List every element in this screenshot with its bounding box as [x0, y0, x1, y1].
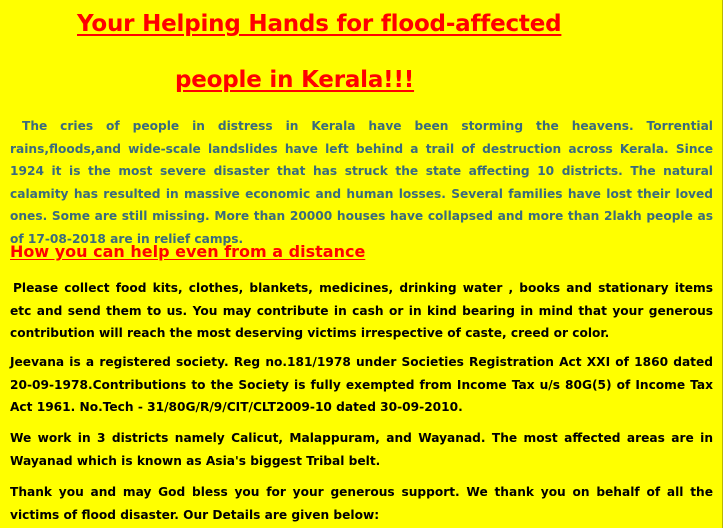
thanks-paragraph: Thank you and may God bless you for your generous support. We thank you on behalf of all the victims of flood disaster. Our Details are given below:	[10, 485, 713, 522]
collect-paragraph: Please collect food kits, clothes, blankets, medicines, drinking water , books and stationary items etc and send them to us. You may contribute in cash or in kind bearing in mind that your generous contribution will reach the most deserving victims irrespective of caste, creed or color.	[10, 281, 713, 341]
intro-paragraph: The cries of people in distress in Kerala have been storming the heavens. Torrential rains,floods,and wide-scale landslides have left behind a trail of destruction across Kerala. Since 1924 it is the most severe disaster that has struck the state affecting 10 districts. The natural calamity has resulted in massive economic and human losses. Several families have lost their loved ones. Some are still missing. More than 20000 houses have collapsed and more than 2lakh people as of 17-08-2018 are in relief camps.	[10, 119, 713, 246]
registration-paragraph: Jeevana is a registered society. Reg no.181/1978 under Societies Registration Act XXI of 1860 dated 20-09-1978.Contributions to the Society is fully exempted from Income Tax u/s 80G(5) of Income Tax Act 1961. No.Tech - 31/80G/R/9/CIT/CLT2009-10 dated 30-09-2010.	[10, 355, 713, 415]
page-title-line-1: Your Helping Hands for flood-affected	[77, 11, 562, 37]
districts-paragraph: We work in 3 districts namely Calicut, Malappuram, and Wayanad. The most affected areas are in Wayanad which is known as Asia's biggest Tribal belt.	[10, 431, 713, 468]
page-title-line-2: people in Kerala!!!	[175, 67, 415, 93]
help-heading: How you can help even from a distance	[10, 242, 366, 261]
